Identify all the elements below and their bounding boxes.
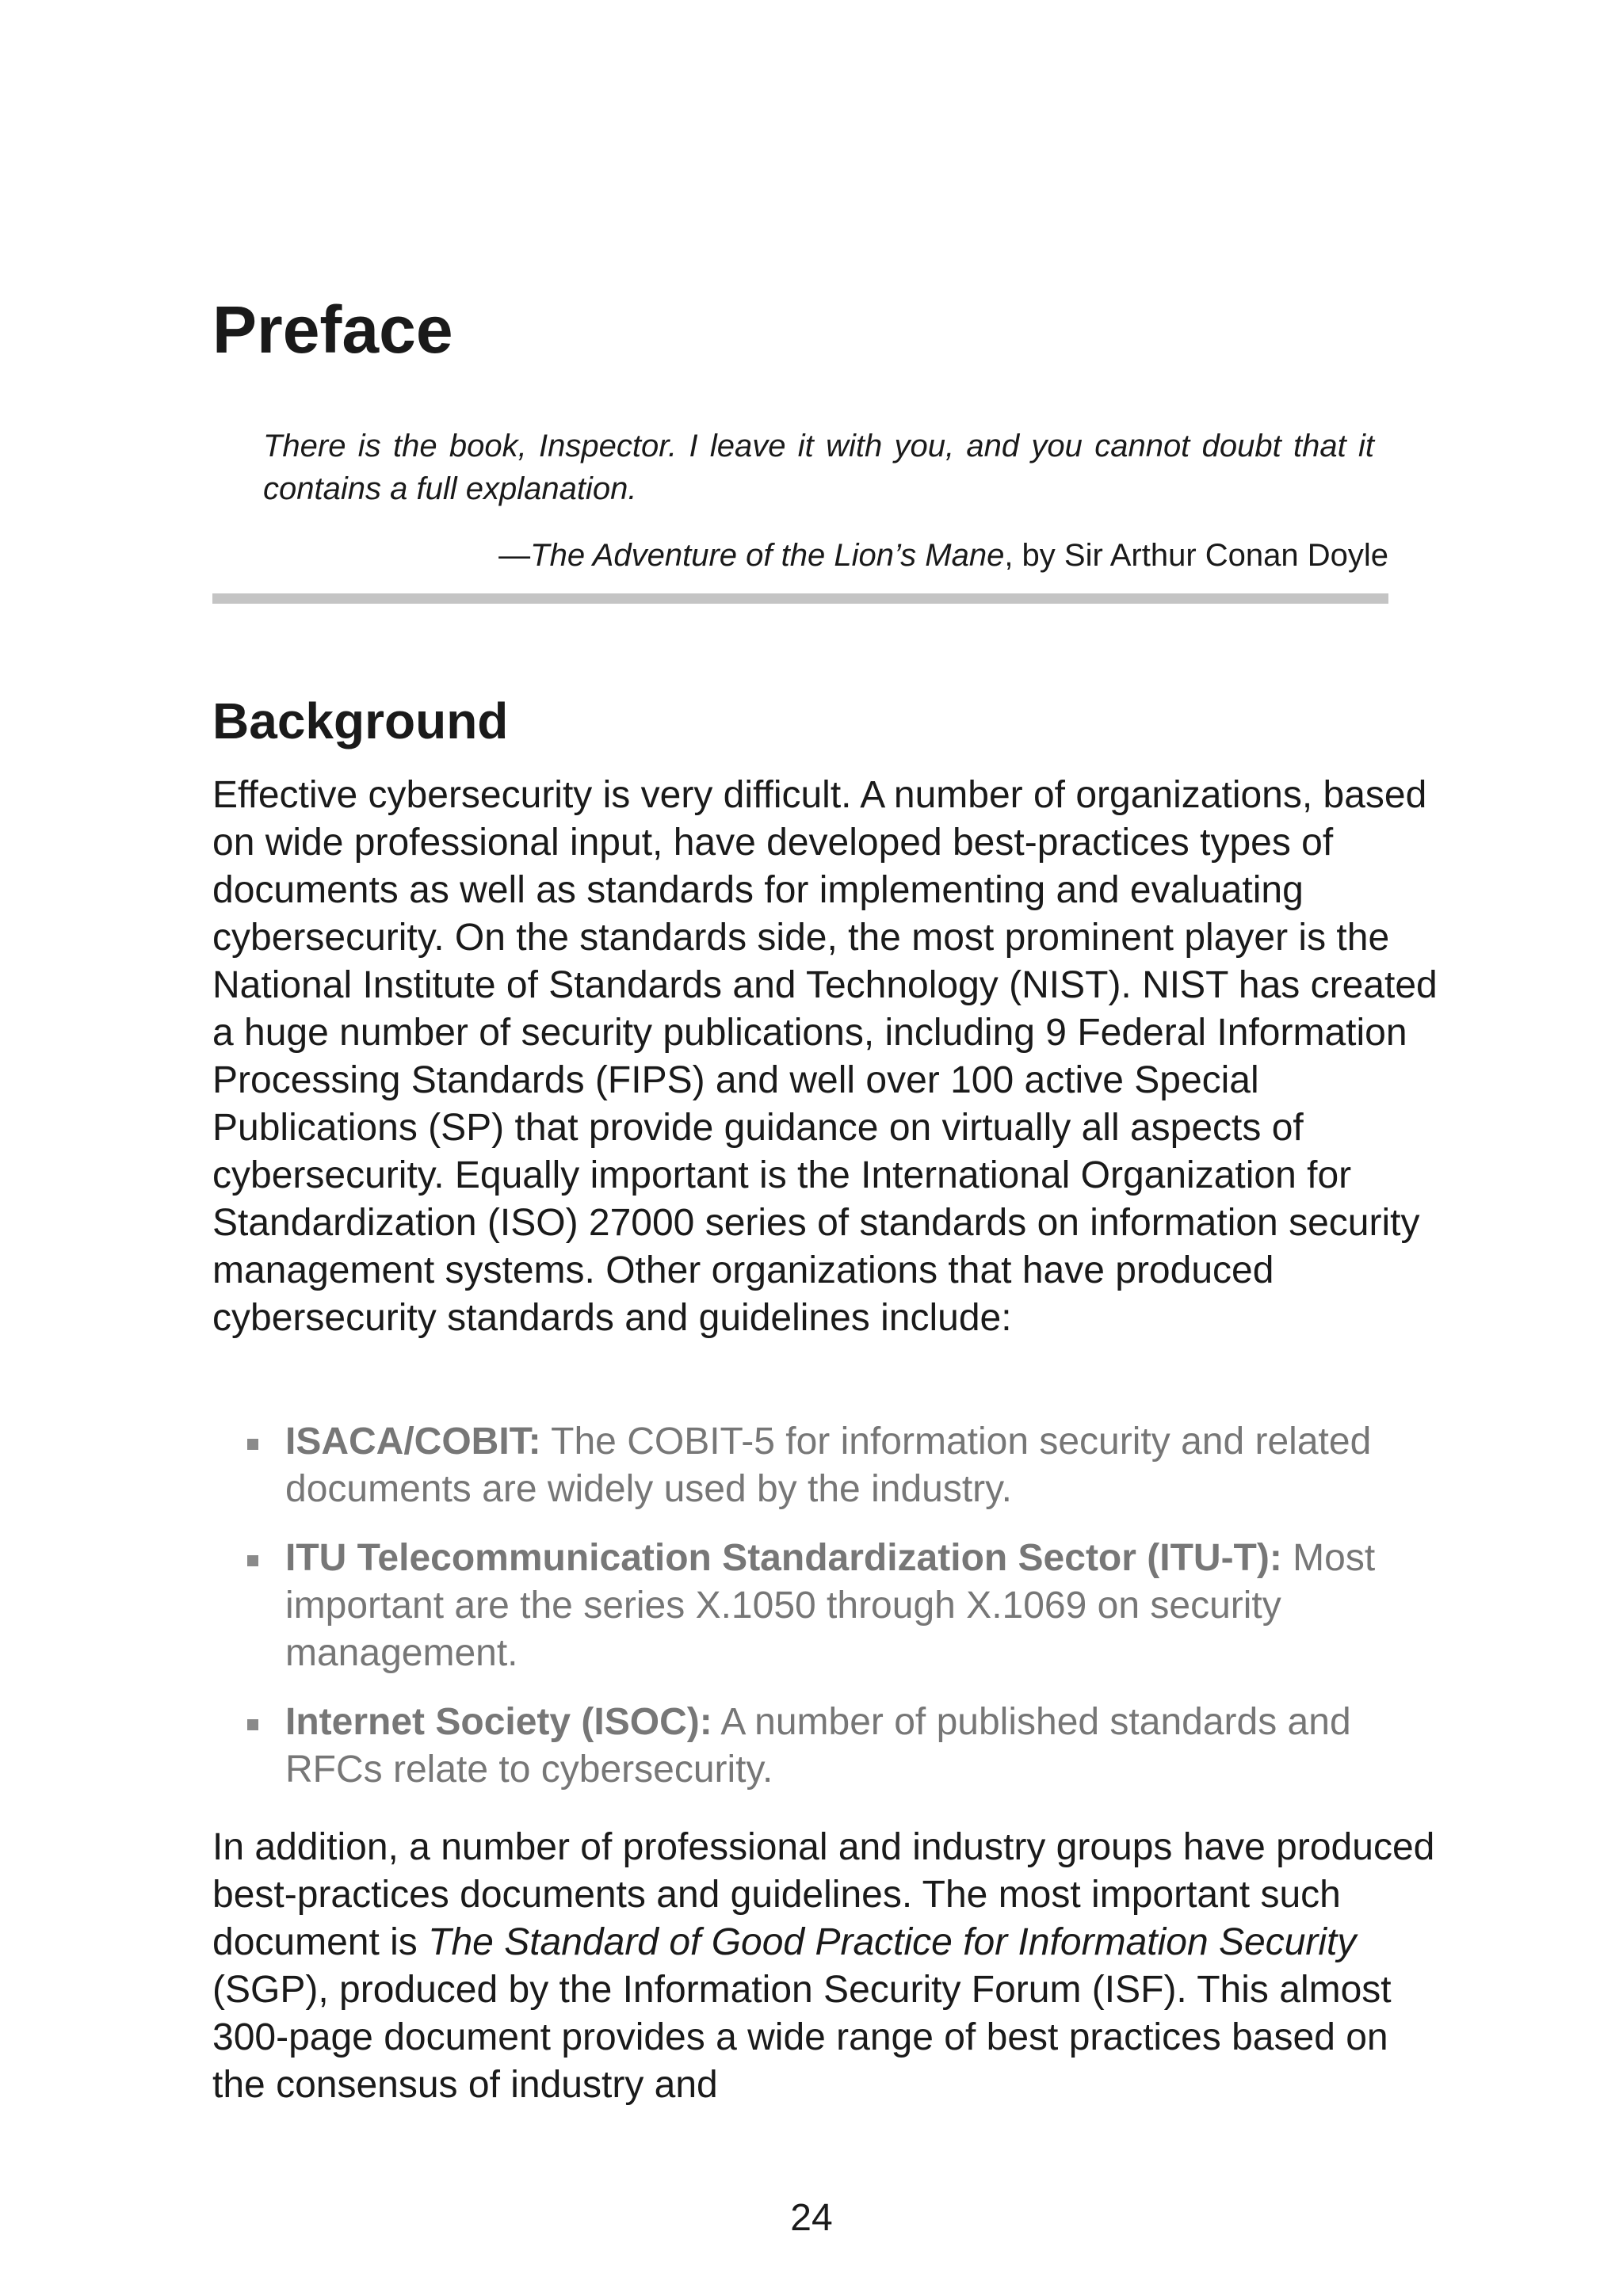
list-item-text: A number of published standards and RFCs relate to cybersecurity. <box>285 1701 1351 1791</box>
attribution-dash: — <box>498 538 531 573</box>
background-paragraph-2 <box>212 1824 1445 2109</box>
paragraph-text: In addition, a number of professional and industry groups have produced best-practices documents and guidelines. The most important such document is <box>212 1826 1435 1963</box>
attribution-work-title: The Adventure of the Lion’s Mane <box>530 538 1005 573</box>
square-bullet-icon <box>247 1719 258 1730</box>
section-heading: Background <box>212 692 509 749</box>
list-item-term: ITU Telecommunication Standardization Sector (ITU-T): <box>285 1537 1282 1579</box>
square-bullet-icon <box>247 1439 258 1450</box>
list-item-term: Internet Society (ISOC): <box>285 1701 712 1743</box>
epigraph-quote: There is the book, Inspector. I leave it with you, and you cannot doubt that it contains a full explanation. <box>263 429 1374 506</box>
page-title: Preface <box>212 292 453 367</box>
list-item-text: The COBIT-5 for information security and related documents are widely used by the industry. <box>285 1421 1372 1510</box>
epigraph-divider <box>212 593 1388 604</box>
list-item-text: Most important are the series X.1050 through X.1069 on security management. <box>285 1537 1376 1674</box>
document-title: The Standard of Good Practice for Information Security <box>428 1921 1357 1963</box>
standards-organizations-list <box>212 1418 1445 1815</box>
paragraph-text: (SGP), produced by the Information Security Forum (ISF). This almost 300-page document provides a wide range of best practices based on the consensus of industry and <box>212 1969 1392 2106</box>
list-item-term: ISACA/COBIT: <box>285 1421 541 1463</box>
list-item <box>212 1699 1445 1794</box>
list-item <box>212 1535 1445 1677</box>
background-paragraph-1: Effective cybersecurity is very difficult. A number of organizations, based on wide professional input, have developed best-practices types of documents as well as standards for implementing and evaluating cybersecurity. On the standards side, the most prominent player is the National Institute of Standards and Technology (NIST). NIST has created a huge number of security publications, including 9 Federal Information Processing Standards (FIPS) and well over 100 active Special Publications (SP) that provide guidance on virtually all aspects of cybersecurity. Equally important is the International Organization for Standardization (ISO) 27000 series of standards on information security management systems. Other organizations that have produced cybersecurity standards and guidelines include: <box>212 774 1438 1339</box>
epigraph-attribution <box>212 534 1388 577</box>
attribution-author: , by Sir Arthur Conan Doyle <box>1004 538 1388 573</box>
square-bullet-icon <box>247 1555 258 1566</box>
page-number: 24 <box>790 2197 833 2239</box>
list-item <box>212 1418 1445 1513</box>
